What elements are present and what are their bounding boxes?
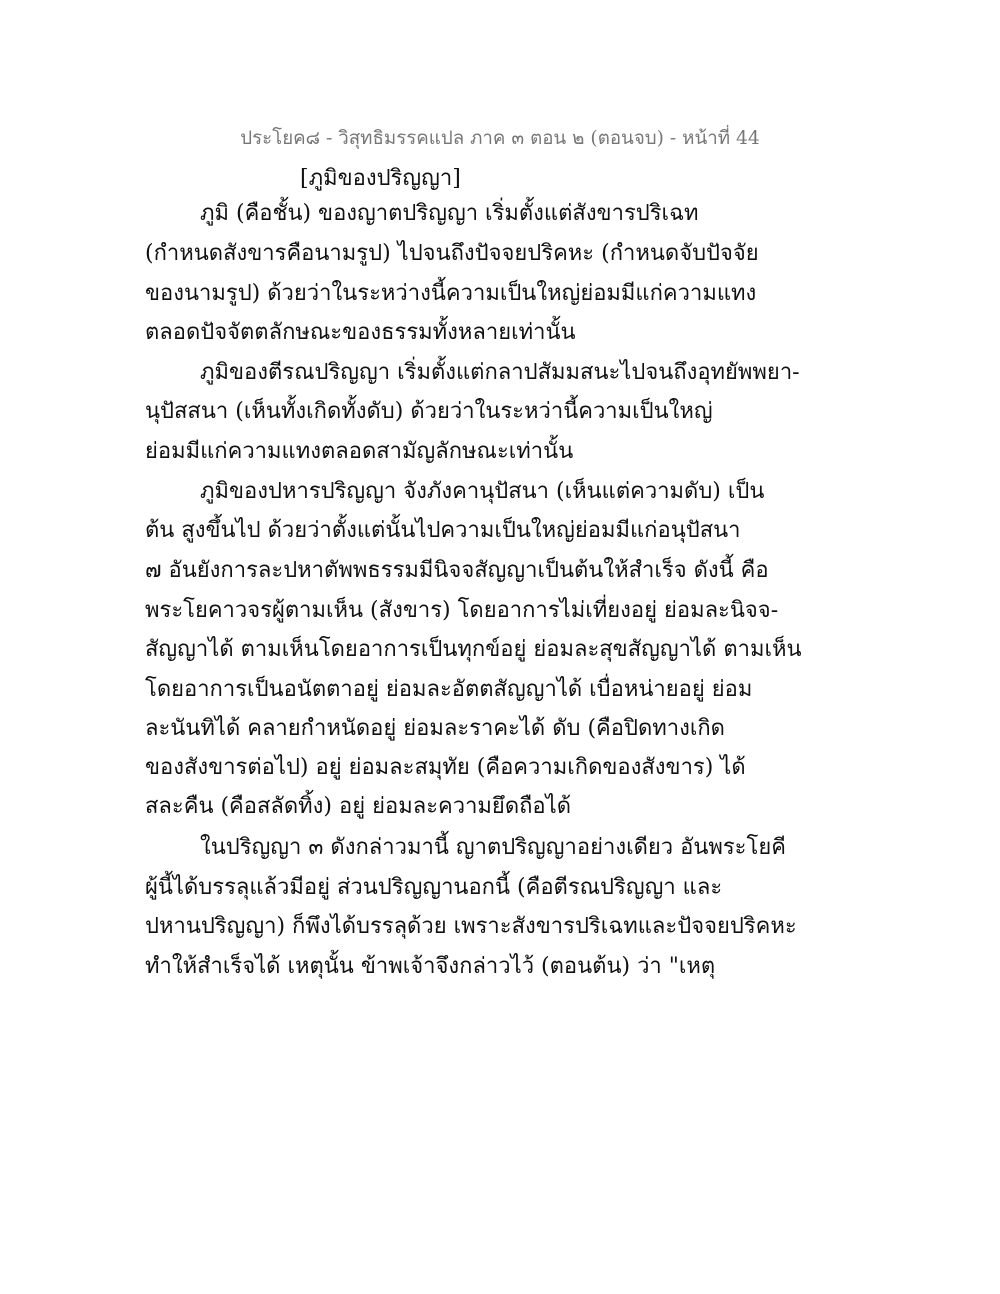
paragraph-line: ภูมิ (คือชั้น) ของญาตปริญญา เริ่มตั้งแต่สังขารปริเฉท — [200, 201, 699, 226]
paragraph-line: ย่อมมีแก่ความแทงตลอดสามัญลักษณะเท่านั้น — [145, 439, 574, 464]
paragraph-line: พระโยคาวจรผู้ตามเห็น (สังขาร) โดยอาการไม่เที่ยงอยู่ ย่อมละนิจจ- — [145, 598, 779, 623]
paragraph-line: ตลอดปัจจัตตลักษณะของธรรมทั้งหลายเท่านั้น — [145, 320, 576, 345]
paragraph-line: ละนันทิได้ คลายกำหนัดอยู่ ย่อมละราคะได้ ดับ (คือปิดทางเกิด — [145, 716, 725, 741]
paragraph-line: ๗ อันยังการละปหาตัพพธรรมมีนิจจสัญญาเป็นต้นให้สำเร็จ ดังนี้ คือ — [145, 558, 769, 583]
paragraph-line: (กำหนดสังขารคือนามรูป) ไปจนถึงปัจจยปริคหะ (กำหนดจับปัจจัย — [145, 241, 759, 266]
paragraph-line: ภูมิของตีรณปริญญา เริ่มตั้งแต่กลาปสัมมสนะไปจนถึงอุทยัพพยา- — [200, 360, 800, 385]
paragraph-line: นุปัสสนา (เห็นทั้งเกิดทั้งดับ) ด้วยว่าในระหว่านี้ความเป็นใหญ่ — [145, 399, 713, 424]
paragraph-line: สละคืน (คือสลัดทิ้ง) อยู่ ย่อมละความยึดถือได้ — [145, 794, 571, 819]
paragraph-line: สัญญาได้ ตามเห็นโดยอาการเป็นทุกข์อยู่ ย่อมละสุขสัญญาได้ ตามเห็น — [145, 637, 802, 662]
paragraph-line: ผู้นี้ได้บรรลุแล้วมีอยู่ ส่วนปริญญานอกนี้ (คือตีรณปริญญา และ — [145, 875, 723, 900]
paragraph-line: ของสังขารต่อไป) อยู่ ย่อมละสมุทัย (คือความเกิดของสังขาร) ได้ — [145, 755, 746, 780]
paragraph-line: ต้น สูงขึ้นไป ด้วยว่าตั้งแต่นั้นไปความเป็นใหญ่ย่อมมีแก่อนุปัสนา — [145, 518, 741, 543]
paragraph-line: ของนามรูป) ด้วยว่าในระหว่างนี้ความเป็นใหญ่ย่อมมีแก่ความแทง — [145, 281, 757, 306]
paragraph-line: ในปริญญา ๓ ดังกล่าวมานี้ ญาตปริญญาอย่างเดียว อันพระโยคี — [200, 835, 786, 860]
paragraph-line: ภูมิของปหารปริญญา จังภังคานุปัสนา (เห็นแต่ความดับ) เป็น — [200, 479, 765, 504]
section-heading: [ภูมิของปริญญา] — [300, 166, 461, 191]
paragraph-line: ปหานปริญญา) ก็พึงได้บรรลุด้วย เพราะสังขารปริเฉทและปัจจยปริคหะ — [145, 914, 797, 939]
paragraph-line: ทำให้สำเร็จได้ เหตุนั้น ข้าพเจ้าจึงกล่าวไว้ (ตอนต้น) ว่า "เหตุ — [145, 954, 716, 979]
paragraph-line: โดยอาการเป็นอนัตตาอยู่ ย่อมละอัตตสัญญาได้ เบื่อหน่ายอยู่ ย่อม — [145, 677, 753, 702]
page-header: ประโยค๘ - วิสุทธิมรรคแปล ภาค ๓ ตอน ๒ (ตอนจบ) - หน้าที่ 44 — [240, 128, 760, 149]
